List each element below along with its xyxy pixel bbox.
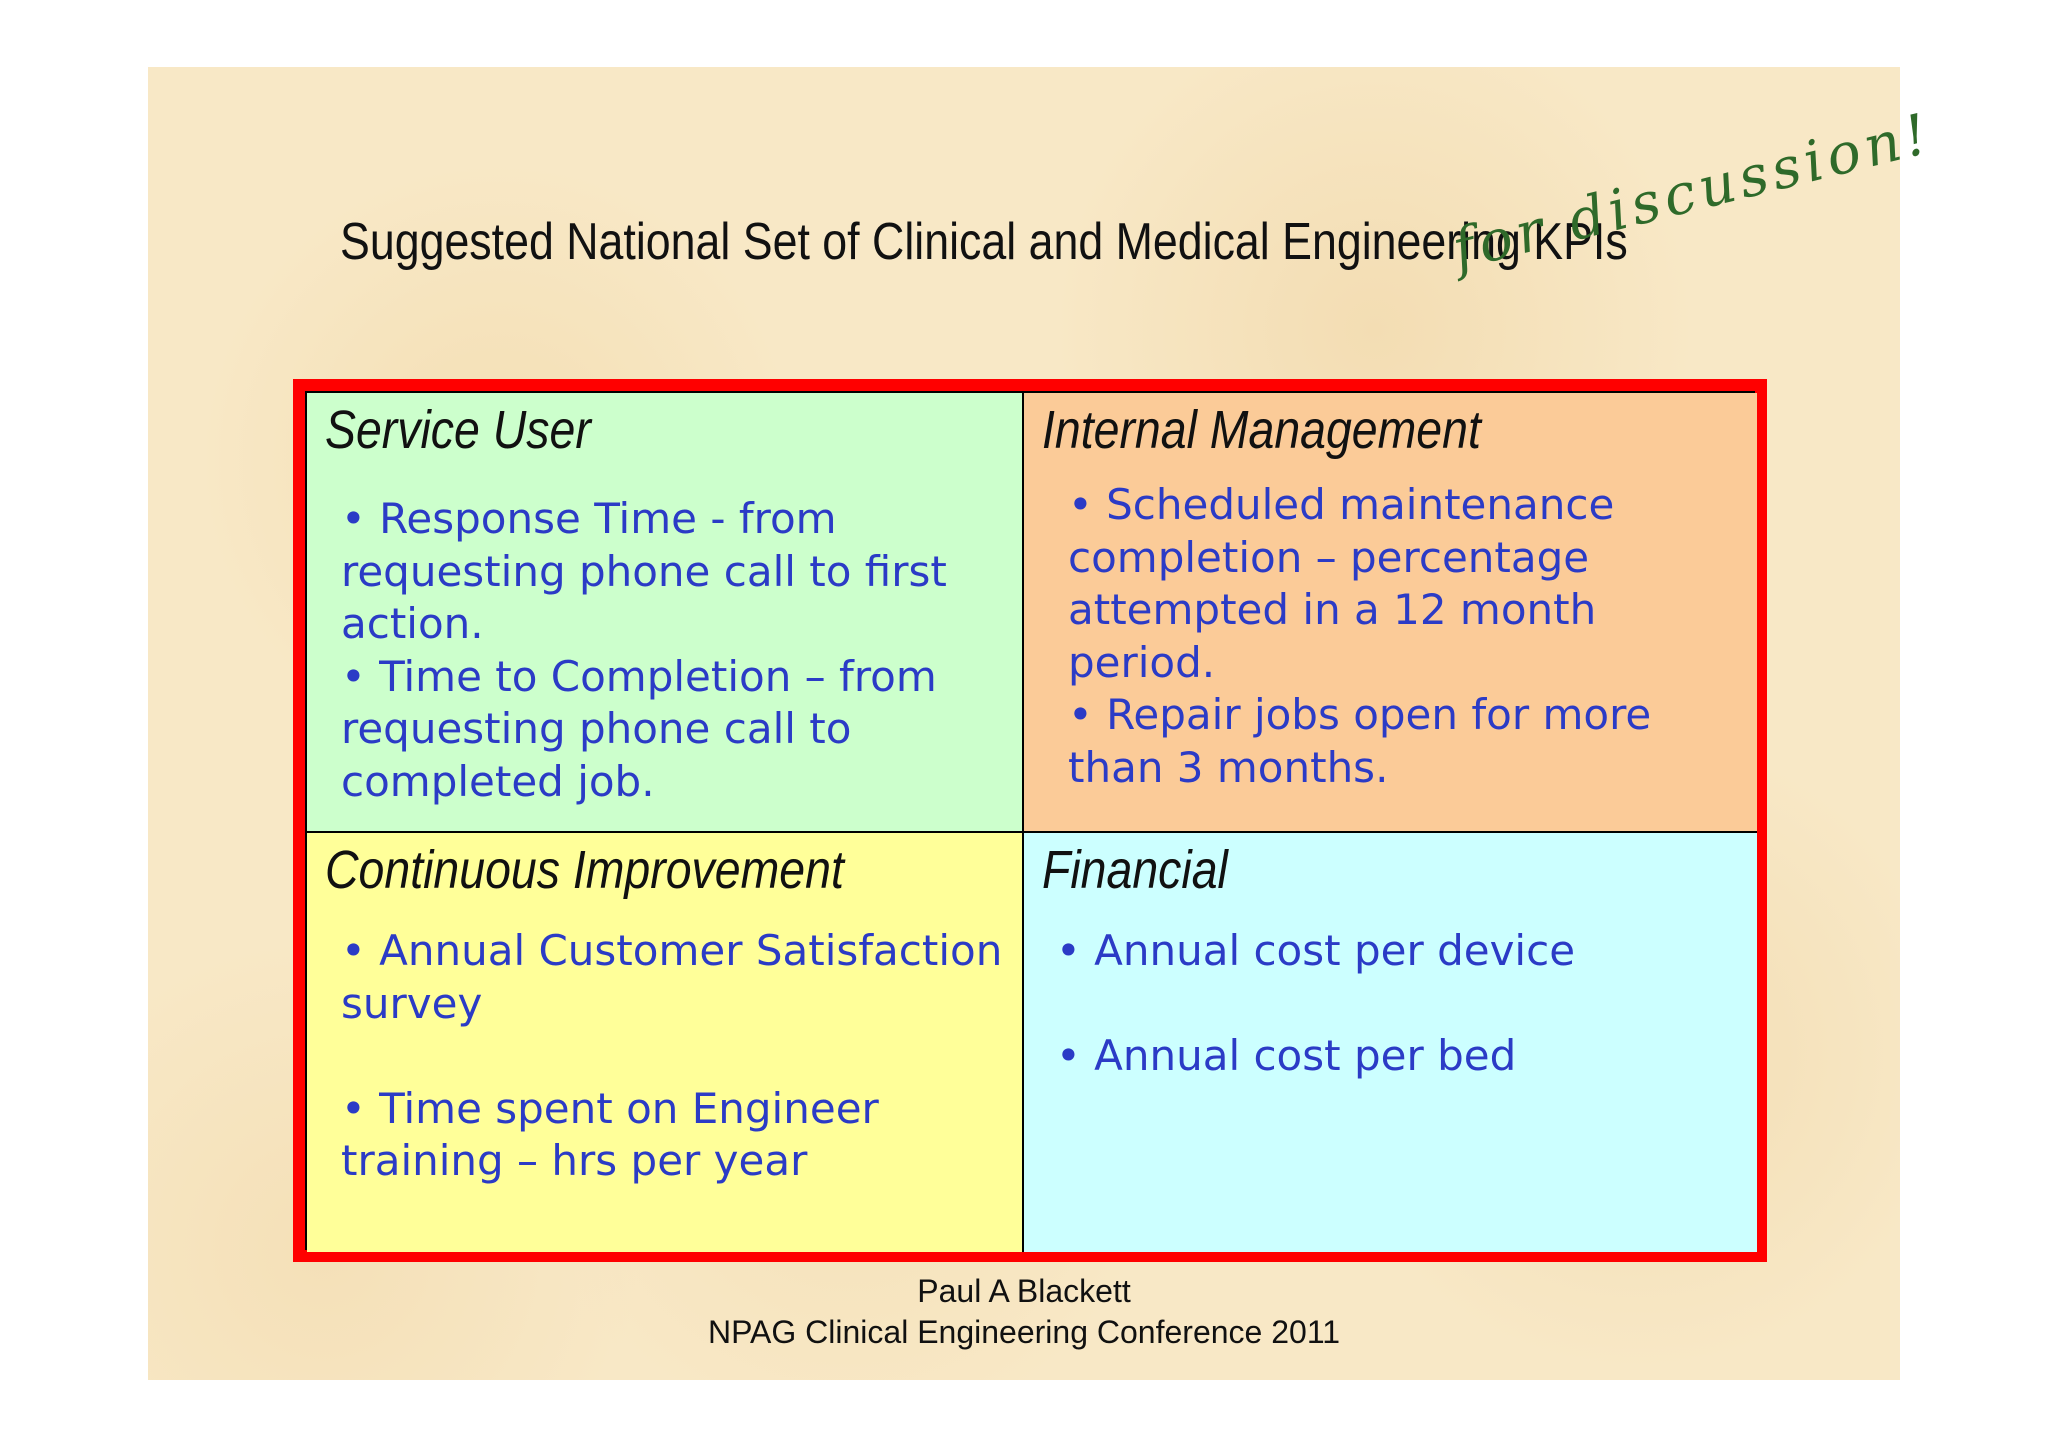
kpi-item: • Annual cost per bed [1056,1031,1517,1080]
kpi-item: • Annual Customer Satisfaction survey [341,926,1003,1028]
kpi-list [341,493,1011,808]
footer-author: Paul A Blackett [917,1273,1131,1309]
kpi-frame [293,379,1767,1262]
kpi-item: • Scheduled maintenance completion – percentage attempted in a 12 month period. [1068,480,1615,687]
kpi-list [341,925,1011,1188]
slide-title: Suggested National Set of Clinical and Medical Engineering KPIs [340,213,1628,271]
kpi-item: • Repair jobs open for more than 3 months. [1068,690,1652,792]
quadrant-heading: Internal Management [1042,400,1481,460]
quadrant-service-user [307,393,1024,833]
kpi-item: • Time to Completion – from requesting phone call to completed job. [341,651,937,806]
kpi-item: • Time spent on Engineer training – hrs per year [341,1083,879,1185]
kpi-item: • Response Time - from requesting phone call to first action. [341,494,947,648]
quadrant-financial [1024,833,1757,1252]
quadrant-heading: Continuous Improvement [325,840,844,900]
handwritten-annotation: for discussion! [1446,100,1940,284]
kpi-grid [305,391,1755,1250]
quadrant-continuous-improvement [307,833,1024,1252]
kpi-item: • Annual cost per device [1056,926,1576,975]
quadrant-internal-management [1024,393,1757,833]
quadrant-heading: Financial [1042,840,1228,900]
kpi-list [1056,925,1746,1083]
kpi-list [1068,479,1738,794]
quadrant-heading: Service User [325,400,591,460]
footer-event: NPAG Clinical Engineering Conference 2011 [707,1314,1341,1350]
